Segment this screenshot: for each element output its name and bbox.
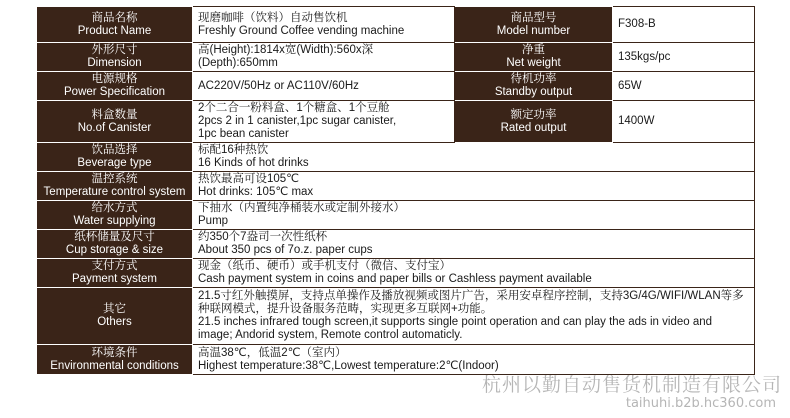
spec-label-secondary: [455, 72, 613, 101]
spec-value-secondary: [613, 43, 755, 72]
spec-label-cn: 温控系统: [91, 173, 138, 185]
spec-label-cn: 外形尺寸: [91, 44, 138, 56]
spec-value-secondary-line: 135kgs/pc: [618, 50, 671, 63]
spec-value: [193, 201, 755, 230]
spec-value-line: 现磨咖啡（饮料）自动售饮机: [198, 11, 348, 24]
spec-row: [37, 288, 755, 345]
spec-value-line: 现金（纸币、硬币）或手机支付（微信、支付宝）: [198, 260, 451, 272]
spec-value: [193, 143, 755, 172]
spec-label-en: Beverage type: [77, 157, 152, 169]
spec-label-en: Power Specification: [64, 86, 165, 98]
spec-value-line: Highest temperature:38℃,Lowest temperature:2℃(Indoor): [198, 359, 499, 372]
spec-label-secondary-cn: 待机功率: [510, 73, 557, 85]
spec-value-line: 21.5 inches infrared tough screen,it supports single point operation and can play the ads in video and image; Andorid system, Remote control automaticly.: [198, 316, 713, 341]
spec-label-cn: 其它: [103, 303, 126, 315]
spec-value-line: 16 Kinds of hot drinks: [198, 157, 309, 169]
spec-value-line: 高(Height):1814x宽(Width):560x深(Depth):650mm: [198, 44, 374, 69]
spec-label-en: No.of Canister: [77, 121, 152, 134]
spec-label-secondary: [455, 7, 613, 43]
spec-value-line: 2pcs 2 in 1 canister,1pc sugar canister,: [198, 115, 397, 127]
spec-row: [37, 259, 755, 288]
spec-value-line: Freshly Ground Coffee vending machine: [198, 24, 405, 37]
spec-label: [37, 7, 193, 43]
watermark-url: taihuhi.b2b.hc360.com: [625, 396, 776, 411]
spec-value-secondary: [613, 72, 755, 101]
spec-value-secondary-line: F308-B: [618, 18, 656, 30]
spec-label-en: Dimension: [87, 57, 142, 69]
spec-label-secondary-cn: 商品型号: [510, 11, 557, 24]
spec-label-secondary-en: Rated output: [500, 121, 567, 134]
spec-label-cn: 支付方式: [91, 260, 138, 272]
spec-row: [37, 43, 755, 72]
spec-value: [193, 72, 455, 101]
spec-label-cn: 纸杯储量及尺寸: [74, 231, 155, 243]
spec-row: [37, 7, 755, 43]
spec-label-cn: 给水方式: [91, 202, 138, 214]
spec-row: [37, 101, 755, 143]
spec-row: [37, 72, 755, 101]
spec-value-line: Hot drinks: 105℃ max: [198, 186, 314, 198]
spec-label-en: Environmental conditions: [50, 359, 179, 372]
spec-label: [37, 230, 193, 259]
spec-value: [193, 259, 755, 288]
spec-row: [37, 172, 755, 201]
spec-label-secondary: [455, 101, 613, 143]
spec-value-line: 热饮最高可设105℃: [198, 173, 300, 185]
spec-label-secondary-en: Model number: [496, 24, 571, 37]
spec-label-en: Others: [97, 316, 132, 328]
spec-value-secondary-line: 1400W: [618, 115, 655, 127]
spec-value: [193, 230, 755, 259]
spec-value-line: 2个二合一粉料盒、1个糖盒、1个豆舱: [198, 102, 390, 114]
spec-label-secondary: [455, 43, 613, 72]
spec-value: [193, 288, 755, 345]
spec-row: [37, 201, 755, 230]
spec-value-line: 1pc bean canister: [198, 128, 289, 140]
spec-label-en: Temperature control system: [43, 186, 186, 198]
spec-value-line: About 350 pcs of 7o.z. paper cups: [198, 244, 373, 256]
spec-label: [37, 288, 193, 345]
spec-value-line: 21.5寸红外触摸屏，支持点单操作及播放视频或图片广告，采用安卓程序控制，支持3G/4G/WIFI/WLAN等多种联网模式，提升设备服务范畴，实现更多互联网+功能。: [198, 290, 744, 315]
spec-value: [193, 172, 755, 201]
spec-value-line: 下抽水（内置纯净桶装水或定制外接水）: [198, 202, 405, 214]
spec-label-en: Product Name: [77, 24, 152, 37]
spec-value-line: 标配16种热饮: [198, 144, 269, 156]
spec-label-en: Cup storage & size: [65, 244, 164, 256]
spec-value: [193, 43, 455, 72]
spec-label: [37, 43, 193, 72]
spec-value-line: AC220V/50Hz or AC110V/60Hz: [198, 79, 359, 92]
spec-label-en: Water supplying: [73, 215, 156, 227]
spec-value-line: 高温38℃，低温2℃（室内）: [198, 346, 347, 359]
spec-label-cn: 电源规格: [91, 73, 138, 85]
spec-label-en: Payment system: [72, 273, 157, 285]
watermark-company: 杭州以勤自动售货机制造有限公司: [481, 374, 782, 396]
spec-value-line: Pump: [198, 215, 229, 227]
spec-label-cn: 商品名称: [91, 11, 138, 24]
spec-value-line: 约350个7盎司一次性纸杯: [198, 231, 328, 243]
spec-label: [37, 172, 193, 201]
spec-value-secondary-line: 65W: [618, 79, 642, 92]
spec-label-cn: 料盒数量: [91, 108, 138, 121]
spec-label: [37, 143, 193, 172]
spec-label: [37, 201, 193, 230]
spec-label-cn: 环境条件: [91, 346, 138, 359]
spec-table: [36, 6, 755, 375]
spec-value: [193, 7, 455, 43]
spec-value: [193, 101, 455, 143]
spec-label: [37, 259, 193, 288]
spec-label-secondary-cn: 额定功率: [510, 108, 557, 121]
spec-row: [37, 143, 755, 172]
spec-value-line: Cash payment system in coins and paper bills or Cashless payment available: [198, 273, 592, 285]
spec-label-secondary-en: Net weight: [506, 57, 561, 69]
spec-value-secondary: [613, 101, 755, 143]
spec-label-cn: 饮品选择: [91, 144, 138, 156]
spec-label: [37, 345, 193, 375]
spec-label: [37, 72, 193, 101]
spec-label-secondary-cn: 净重: [522, 44, 545, 56]
spec-row: [37, 230, 755, 259]
spec-label: [37, 101, 193, 143]
spec-table-body: [37, 7, 755, 375]
spec-value-secondary: [613, 7, 755, 43]
spec-label-secondary-en: Standby output: [494, 86, 573, 98]
